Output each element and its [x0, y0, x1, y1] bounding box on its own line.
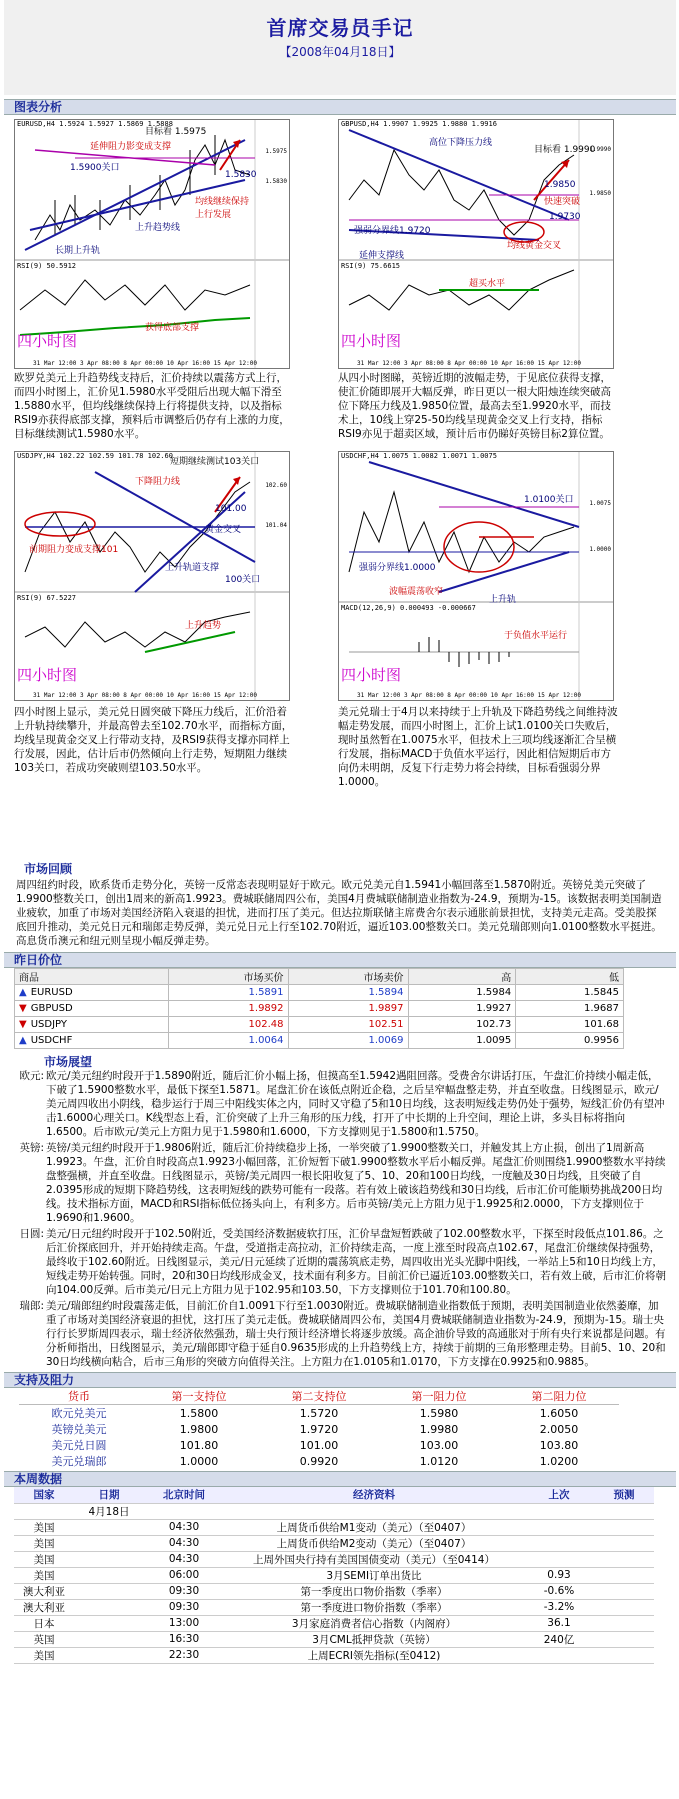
week-cell: 06:00 [144, 1567, 224, 1583]
price-high: 1.9927 [408, 1001, 516, 1017]
week-date: 4月18日 [74, 1503, 144, 1519]
week-row [14, 1583, 654, 1599]
chart-usdchf-xaxis: 31 Mar 12:00 3 Apr 08:00 8 Apr 00:00 10 Apr 16:00 15 Apr 12:00 [357, 692, 581, 699]
outlook-label: 欧元: [19, 1070, 44, 1082]
chart-usdjpy-y1: 102.60 [265, 482, 287, 489]
chart-gbpusd-label-6: 延伸支撑线 [359, 251, 405, 261]
levels-value: 101.00 [299, 1438, 339, 1452]
outlook-label: 瑞郎: [19, 1300, 44, 1312]
section-week-data: 本周数据 [4, 1471, 676, 1487]
week-cell: 日本 [14, 1615, 74, 1631]
chart-eurusd-text: 欧罗兑美元上升趋势线支持后，汇价持续以震荡方式上行，而四小时图上，汇价见1.5980水平受阻后出现大幅下滑至1.5880水平，但均线继续保持上行将提供支持，以及指标RSI9亦获得底部支撑，预料后市调整后仍存有上涨的力度，目标继续测试1.5980水平。 [14, 372, 290, 440]
price-symbol: GBPUSD [30, 1003, 73, 1014]
chart-usdchf-label-4: 上升轨 [489, 595, 517, 605]
price-symbol-cell [15, 1017, 169, 1033]
week-cell: -0.6% [524, 1583, 594, 1599]
levels-value: 1.0000 [179, 1454, 219, 1468]
chart-usdjpy-label-1: 下降阻力线 [135, 477, 181, 487]
week-cell: 上周外国央行持有美国国债变动（美元）（至0414） [224, 1551, 524, 1567]
outlook-text: 美元/日元纽约时段开于102.50附近，受美国经济数据疲软打压，汇价早盘短暂跌破了102.00整数水平，下探至时段低点101.86。之后汇价探底回升，并开始持续走高。午盘，受道指走高拉动，汇价持续走高，一度上涨至时段高点102.67，尾盘汇价继续保持强势，最终收于102.60附近。日线图显示，美元/日元延续了近期的震荡筑底走势，周四收出光头光脚中阳线，一举站上5和10日均线上方，短线走势开始转强。同时，20和30日均线形成金叉，技术面有利多方。目前汇价已逼近103.00整数关口，若有效上破，后市汇价将朝向104.00反弹。后市美元/日元上方阻力见于102.95和103.50，下方支撑则位于101.70和100.80。 [46, 1228, 666, 1296]
week-date-row [14, 1503, 654, 1519]
price-direction-icon: ▼ [19, 1003, 27, 1014]
chart-eurusd [14, 119, 290, 369]
chart-usdjpy-label-6: 100关口 [225, 575, 261, 585]
week-cell: 澳大利亚 [14, 1583, 74, 1599]
week-row [14, 1535, 654, 1551]
outlook-label: 日圆: [19, 1228, 44, 1240]
chart-gbpusd-header: GBPUSD,H4 1.9907 1.9925 1.9880 1.9916 [341, 120, 497, 128]
chart-usdchf-y2: 1.0000 [589, 546, 611, 553]
price-direction-icon: ▼ [19, 1019, 27, 1030]
week-cell: -3.2% [524, 1599, 594, 1615]
week-cell [594, 1615, 654, 1631]
price-direction-icon: ▲ [19, 1035, 27, 1046]
week-cell [144, 1503, 224, 1519]
levels-currency: 美元兑日圆 [51, 1439, 107, 1452]
charts-area [4, 115, 676, 860]
week-cell [594, 1535, 654, 1551]
price-table [14, 968, 624, 1049]
week-cell: 上周货币供给M2变动（美元）（至0407） [224, 1535, 524, 1551]
week-cell: 美国 [14, 1535, 74, 1551]
outlook-item [12, 1141, 666, 1225]
week-cell [74, 1615, 144, 1631]
chart-eurusd-label-4: 均线继续保持上行发展 [195, 197, 250, 220]
levels-value: 101.80 [179, 1438, 219, 1452]
week-cell: 09:30 [144, 1583, 224, 1599]
week-cell: 3月SEMI订单出货比 [224, 1567, 524, 1583]
price-symbol: USDCHF [30, 1035, 73, 1046]
levels-value: 1.5720 [299, 1406, 339, 1420]
chart-gbpusd-xaxis: 31 Mar 12:00 3 Apr 08:00 8 Apr 00:00 10 Apr 16:00 15 Apr 12:00 [357, 360, 581, 367]
levels-value: 1.5980 [419, 1406, 459, 1420]
chart-usdjpy-tag: 四小时图 [17, 666, 78, 684]
week-cell [594, 1631, 654, 1647]
levels-row [19, 1453, 619, 1469]
chart-usdjpy-xaxis: 31 Mar 12:00 3 Apr 08:00 8 Apr 00:00 10 Apr 16:00 15 Apr 12:00 [33, 692, 257, 699]
section-outlook: 市场展望 [44, 1055, 93, 1069]
levels-header: 第二阻力位 [499, 1388, 619, 1405]
price-header: 低 [516, 969, 624, 985]
levels-header: 第一支持位 [139, 1388, 259, 1405]
price-header: 市场买价 [168, 969, 288, 985]
week-header: 预测 [594, 1487, 654, 1503]
chart-gbpusd-rsi-note: 超买水平 [469, 279, 506, 289]
week-cell: 美国 [14, 1551, 74, 1567]
levels-value: 1.9980 [419, 1422, 459, 1436]
levels-table [19, 1388, 619, 1469]
price-ask: 1.9897 [288, 1001, 408, 1017]
levels-value: 1.0200 [539, 1454, 579, 1468]
chart-eurusd-header: EURUSD,H4 1.5924 1.5927 1.5869 1.5888 [17, 120, 173, 128]
price-low: 101.68 [516, 1017, 624, 1033]
levels-currency: 英镑兑美元 [51, 1423, 107, 1436]
chart-gbpusd-label-1: 高位下降压力线 [429, 138, 493, 148]
chart-eurusd-rsi: RSI(9) 50.5912 [17, 262, 77, 270]
chart-eurusd-label-5: 上升趋势线 [135, 223, 181, 233]
week-cell: 美国 [14, 1519, 74, 1535]
price-low: 1.9687 [516, 1001, 624, 1017]
chart-usdjpy-rsi: RSI(9) 67.5227 [17, 594, 77, 602]
week-row [14, 1567, 654, 1583]
outlook-block [4, 1069, 676, 1369]
chart-eurusd-label-2: 1.5900关口 [70, 163, 120, 173]
chart-usdchf-label-1: 1.0100关口 [524, 495, 574, 505]
week-cell [594, 1647, 654, 1663]
week-cell: 第一季度出口物价指数（季率） [224, 1583, 524, 1599]
week-cell: 第一季度进口物价指数（季率） [224, 1599, 524, 1615]
chart-eurusd-target: 目标看 1.5975 [145, 127, 207, 137]
chart-usdchf-label-3: 波幅震荡收窄 [389, 587, 444, 597]
week-cell [74, 1551, 144, 1567]
chart-eurusd-rsi-note: 获得底部支撑 [145, 323, 200, 333]
week-cell [14, 1503, 74, 1519]
week-cell [524, 1535, 594, 1551]
chart-usdjpy-label-3: 黄金交叉 [205, 525, 242, 535]
outlook-text: 欧元/美元纽约时段开于1.5890附近，随后汇价小幅上扬，但摸高至1.5942遇阻回落。受费舍尔讲话打压，午盘汇价持续小幅走低，下破了1.5900整数水平，最低下探至1.5871。尾盘汇价在该低点附近企稳，之后呈窄幅盘整走势，并直至收盘。日线图显示，欧元/美元周四收出小阴线，稳步运行于周三中阳线实体之内，同时又守稳了5和10日均线，这表明短线走势仍处于强势，短线汇价仍有望冲击1.6000心理关口。K线型态上看，汇价突破了上升三角形的压力线，打开了中长期的上升空间，理论上讲，多头目标将指向1.6500。后市欧元/美元上方阻力见于1.5980和1.6000，下方支撑则见于1.5800和1.5750。 [46, 1070, 665, 1138]
week-cell: 04:30 [144, 1551, 224, 1567]
price-header: 商品 [15, 969, 169, 985]
chart-gbpusd [338, 119, 614, 369]
chart-usdjpy-target: 短期继续测试103关口 [170, 457, 260, 467]
page-title: 首席交易员手记 [266, 16, 414, 40]
price-high: 1.5984 [408, 985, 516, 1001]
levels-value: 0.9920 [299, 1454, 339, 1468]
week-cell [594, 1551, 654, 1567]
chart-usdjpy [14, 451, 290, 701]
price-ask: 1.5894 [288, 985, 408, 1001]
chart-gbpusd-rsi: RSI(9) 75.6615 [341, 262, 401, 270]
price-row [15, 1001, 624, 1017]
week-row [14, 1631, 654, 1647]
price-symbol-cell [15, 985, 169, 1001]
price-ask: 102.51 [288, 1017, 408, 1033]
week-header: 国家 [14, 1487, 74, 1503]
levels-row [19, 1421, 619, 1437]
price-row [15, 1017, 624, 1033]
outlook-label: 英镑: [19, 1142, 44, 1154]
chart-usdchf-tag: 四小时图 [341, 666, 402, 684]
chart-usdjpy-y2: 101.04 [265, 522, 287, 529]
week-cell: 13:00 [144, 1615, 224, 1631]
price-row [15, 985, 624, 1001]
outlook-item [12, 1069, 666, 1139]
chart-eurusd-xaxis: 31 Mar 12:00 3 Apr 08:00 8 Apr 00:00 10 Apr 16:00 15 Apr 12:00 [33, 360, 257, 367]
week-cell [74, 1535, 144, 1551]
chart-gbpusd-y2: 1.9850 [589, 190, 611, 197]
week-cell: 04:30 [144, 1535, 224, 1551]
price-symbol: EURUSD [30, 987, 73, 998]
section-market-review: 市场回顾 [24, 862, 73, 876]
chart-gbpusd-label-3: 快速突破 [544, 197, 581, 207]
price-ask: 1.0069 [288, 1033, 408, 1049]
week-cell [74, 1567, 144, 1583]
week-cell [594, 1599, 654, 1615]
price-symbol: USDJPY [30, 1019, 67, 1030]
price-symbol-cell [15, 1001, 169, 1017]
price-direction-icon: ▲ [19, 987, 27, 998]
price-bid: 102.48 [168, 1017, 288, 1033]
outlook-item [12, 1299, 666, 1369]
chart-eurusd-y2: 1.5830 [265, 178, 287, 185]
section-chart-analysis: 图表分析 [4, 99, 676, 115]
price-high: 102.73 [408, 1017, 516, 1033]
week-cell: 上周ECRI领先指标(至0412) [224, 1647, 524, 1663]
week-cell [594, 1567, 654, 1583]
week-cell [594, 1519, 654, 1535]
price-header: 市场卖价 [288, 969, 408, 985]
week-row [14, 1647, 654, 1663]
week-cell [524, 1519, 594, 1535]
chart-eurusd-tag: 四小时图 [17, 332, 78, 350]
chart-gbpusd-label-7: 均线黄金交叉 [507, 241, 562, 251]
levels-header: 第二支持位 [259, 1388, 379, 1405]
levels-value: 1.0120 [419, 1454, 459, 1468]
week-cell: 3月家庭消费者信心指数（内阁府） [224, 1615, 524, 1631]
price-bid: 1.9892 [168, 1001, 288, 1017]
week-cell: 04:30 [144, 1519, 224, 1535]
chart-usdchf-macd: MACD(12,26,9) 0.000493 -0.000667 [341, 604, 476, 612]
week-header: 北京时间 [144, 1487, 224, 1503]
week-cell: 上周货币供给M1变动（美元）（至0407） [224, 1519, 524, 1535]
outlook-item [12, 1227, 666, 1297]
chart-usdchf-macd-note: 于负值水平运行 [504, 631, 568, 641]
price-low: 0.9956 [516, 1033, 624, 1049]
week-header: 日期 [74, 1487, 144, 1503]
levels-header: 第一阻力位 [379, 1388, 499, 1405]
week-cell: 16:30 [144, 1631, 224, 1647]
week-cell [524, 1647, 594, 1663]
week-table [14, 1487, 654, 1664]
week-cell: 美国 [14, 1567, 74, 1583]
levels-value: 1.5800 [179, 1406, 219, 1420]
week-row [14, 1551, 654, 1567]
chart-usdjpy-label-2: 101.00 [215, 504, 247, 514]
week-cell: 09:30 [144, 1599, 224, 1615]
price-low: 1.5845 [516, 985, 624, 1001]
price-symbol-cell [15, 1033, 169, 1049]
price-bid: 1.0064 [168, 1033, 288, 1049]
levels-currency: 美元兑瑞郎 [51, 1455, 107, 1468]
week-cell [524, 1503, 594, 1519]
chart-gbpusd-label-5: 强弱分界线1.9720 [354, 226, 431, 236]
week-cell: 美国 [14, 1647, 74, 1663]
report-date: 【2008年04月18日】 [279, 45, 401, 59]
chart-gbpusd-text: 从四小时图睇，英镑近期的波幅走势，于见底位获得支撑，使汇价随即展开大幅反弹，昨日更以一根大阳烛连续突破高位下降压力线及1.9850位置，最高去至1.9920水平，而技术上，10线上穿25-50均线呈现黄金交叉上行支持，指标RSI9亦见于超卖区域，预计后市仍睇好英镑目标2算位置。 [338, 372, 611, 440]
levels-value: 1.9720 [299, 1422, 339, 1436]
week-row [14, 1599, 654, 1615]
week-cell: 0.93 [524, 1567, 594, 1583]
chart-gbpusd-tag: 四小时图 [341, 332, 402, 350]
week-row [14, 1615, 654, 1631]
price-header: 高 [408, 969, 516, 985]
week-cell [74, 1647, 144, 1663]
week-cell: 22:30 [144, 1647, 224, 1663]
week-row [14, 1519, 654, 1535]
levels-row [19, 1437, 619, 1453]
chart-usdchf [338, 451, 614, 701]
week-cell: 澳大利亚 [14, 1599, 74, 1615]
levels-value: 2.0050 [539, 1422, 579, 1436]
week-cell: 英国 [14, 1631, 74, 1647]
chart-usdjpy-label-4: 前期阻力变成支撑101 [29, 545, 119, 555]
chart-usdjpy-label-5: 上升轨道支撑 [165, 563, 220, 573]
chart-usdchf-y1: 1.0075 [589, 500, 611, 507]
levels-value: 103.00 [419, 1438, 459, 1452]
outlook-text: 美元/瑞郎纽约时段震荡走低，目前汇价自1.0091下行至1.0030附近。费城联储制造业指数低于预期，表明美国制造业依然萎靡，加重了市场对美国经济衰退的担忧，这打压了美元走低。费城联储周四公布，美国4月费城联储制造业指数为-24.9，预期为-15。瑞士央行行长罗斯周四表示，瑞士经济依然强劲，瑞士央行预计经济增长将逐步放缓。高企油价导致的高通胀对于所有央行来说都是问题。有分析师指出，日线图显示，美元/瑞郎即守稳于延自0.9635形成的上升趋势线上方，持续于前期的三角形整理走势。目前5、10、20和30日均线横向粘合，后市三角形的突破方向值得关注。上方阻力在1.0105和1.0170，下方支撑在0.9925和0.9885。 [46, 1300, 666, 1368]
levels-value: 1.9800 [179, 1422, 219, 1436]
week-cell [224, 1503, 524, 1519]
chart-eurusd-label-1: 延伸阻力影变成支撑 [90, 142, 172, 152]
price-row [15, 1033, 624, 1049]
week-cell: 3月CML抵押贷款（英镑） [224, 1631, 524, 1647]
week-header: 上次 [524, 1487, 594, 1503]
price-high: 1.0095 [408, 1033, 516, 1049]
week-cell [524, 1551, 594, 1567]
chart-usdchf-label-2: 强弱分界线1.0000 [359, 563, 436, 573]
chart-usdchf-text: 美元兑瑞士于4月以来持续于上升轨及下降趋势线之间维持波幅走势发展，而四小时图上，汇价上试1.0100关口失败后，现时虽然暂在1.0075水平，但技术上三项均线逐渐汇合呈横行发展，指标MACD于负值水平运行，因此相信短期后市方向仍未明朗，反复下行走势力将会持续，目标看强弱分界1.0000。 [338, 706, 618, 788]
market-review-text: 周四纽约时段，欧系货币走势分化，英镑一反常态表现明显好于欧元。欧元兑美元自1.5941小幅回落至1.5870附近。英镑兑美元突破了1.9900整数关口，创出1周来的新高1.9923。费城联储周四公布，美国4月费城联储制造业指数为-24.9，预期为-15。该数据表明美国制造业疲软，加重了市场对美国经济陷入衰退的担忧，进而打压了美元。但达拉斯联储主席费舍尔表示通胀前景担忧，支持美元走高。受美股探底回升推动，美元兑日元和瑞郎走势反弹，美元兑日元上行至102.70附近，逼近103.00整数关口。美元兑瑞郎则向1.0100整数水平挺进。高息货币澳元和纽元则呈现小幅反弹走势。 [16, 879, 662, 947]
levels-row [19, 1405, 619, 1422]
chart-eurusd-y1: 1.5975 [265, 148, 287, 155]
chart-eurusd-label-6: 长期上升轨 [55, 246, 101, 256]
week-cell: 240亿 [524, 1631, 594, 1647]
levels-currency: 欧元兑美元 [51, 1407, 107, 1420]
page [4, 0, 676, 1664]
week-cell [74, 1599, 144, 1615]
week-cell [74, 1631, 144, 1647]
levels-value: 1.6050 [539, 1406, 579, 1420]
chart-gbpusd-target: 目标看 1.9990 [534, 145, 596, 155]
chart-eurusd-label-3: 1.5830 [225, 170, 257, 180]
chart-usdchf-header: USDCHF,H4 1.0075 1.0082 1.0071 1.0075 [341, 452, 497, 460]
title-box [4, 0, 676, 95]
section-levels: 支持及阻力 [4, 1372, 676, 1388]
section-prices: 昨日价位 [4, 952, 676, 968]
week-cell [74, 1583, 144, 1599]
levels-value: 103.80 [539, 1438, 579, 1452]
week-cell [594, 1583, 654, 1599]
chart-gbpusd-label-4: 1.9730 [549, 212, 581, 222]
chart-usdjpy-text: 四小时图上显示，美元兑日圆突破下降压力线后，汇价沿着上升轨持续攀升，并最高曾去至102.70水平，而指标方面，均线呈现黄金交叉上行带动支持，及RSI9获得支撑亦同样上行发展，因此，估计后市仍然倾向上行走势，短期阻力继续103关口，若成功突破则望103.50水平。 [14, 706, 293, 774]
chart-usdjpy-header: USDJPY,H4 102.22 102.59 101.78 102.60 [17, 452, 173, 460]
chart-usdjpy-rsi-note: 上升趋势 [185, 621, 222, 631]
chart-gbpusd-label-2: 1.9850 [544, 180, 576, 190]
levels-header: 货币 [19, 1388, 139, 1405]
chart-gbpusd-y1: 1.9990 [589, 146, 611, 153]
outlook-text: 英镑/美元纽约时段开于1.9806附近，随后汇价持续稳步上扬，一举突破了1.9900整数关口，并触发其上方止损，创出了1周新高1.9923。午盘，汇价自时段高点1.9923小幅回落，汇价短暂下破1.9900整数水平后小幅反弹。尾盘汇价则围绕1.9900整数水平持续盘整强横，并直至收盘。日线图显示，英镑/美元周四一根长阳收复了5、10、20和100日均线，一度触及30日均线，且突破了自2.0395形成的短期下降趋势线，这表明短线的跌势可能有一段落。若有效上破该趋势线和30日均线，后市汇价可能顺势挑战200日均线。技术指标方面，MACD和RSI指标低位扬头向上，有利多方。后市英镑/美元上方阻力见于1.9925和2.0000，下方支撑则位于1.9690和1.9600。 [46, 1142, 666, 1224]
week-cell: 36.1 [524, 1615, 594, 1631]
week-cell [594, 1503, 654, 1519]
week-header: 经济资料 [224, 1487, 524, 1503]
week-cell [74, 1519, 144, 1535]
price-bid: 1.5891 [168, 985, 288, 1001]
